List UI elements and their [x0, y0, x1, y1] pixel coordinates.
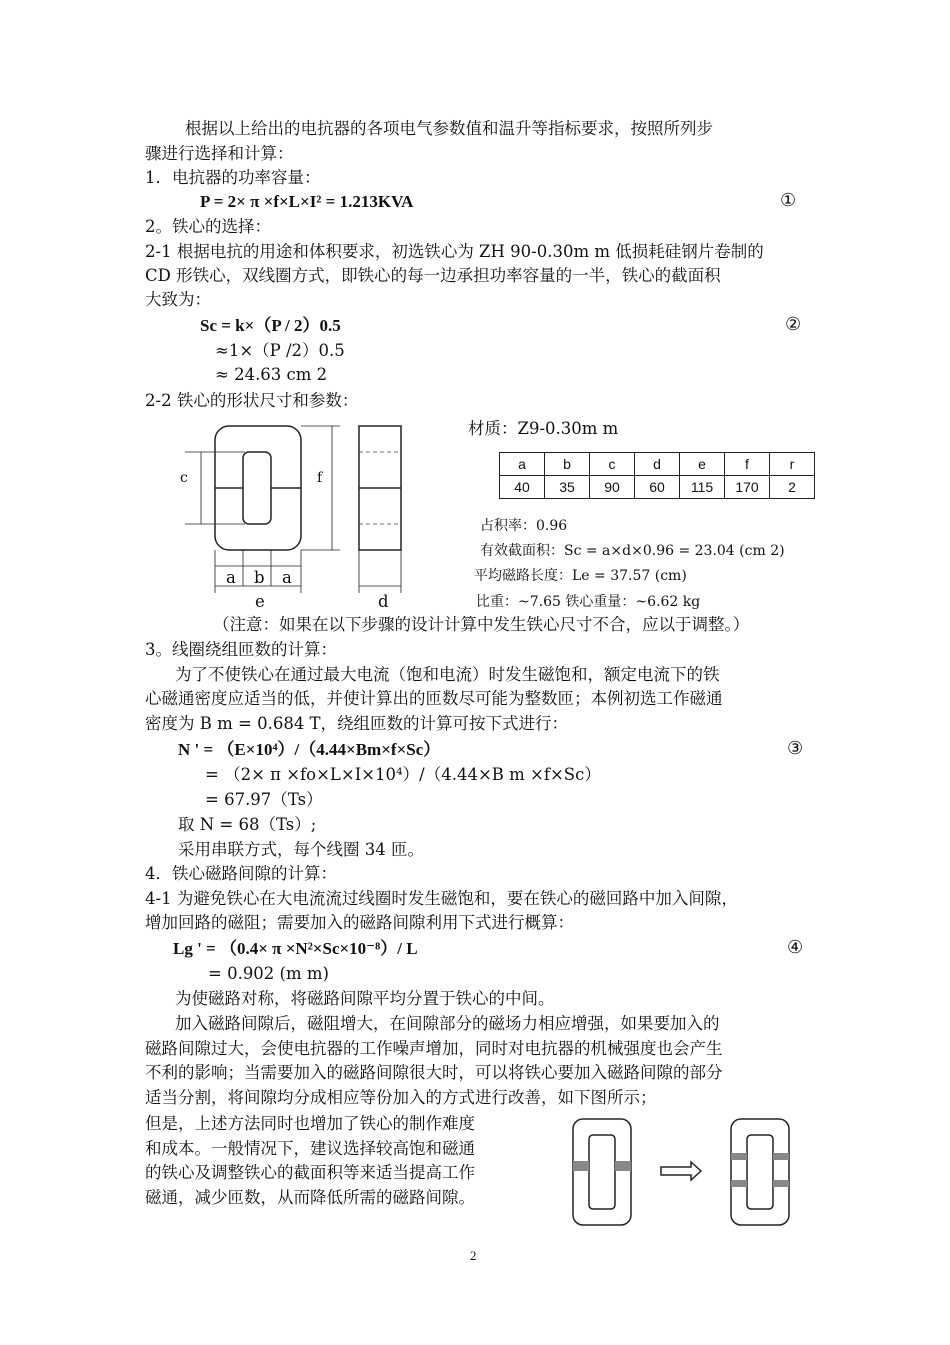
core-parameter-table	[499, 452, 815, 499]
effective-area: 有效截面积：Sc = a×d×0.96 = 23.04 (cm 2)	[480, 543, 785, 559]
turns-step-2: = 67.97（Ts）	[205, 790, 323, 809]
table-cell: 60	[635, 476, 680, 499]
table-cell: 40	[500, 476, 545, 499]
section-3-para-2: 心磁通密度应适当的低，并使计算出的匝数尽可能为整数匝；本例初选工作磁通	[145, 689, 723, 708]
intro-line-1: 根据以上给出的电抗器的各项电气参数值和温升等指标要求，按照所列步	[185, 119, 713, 138]
section-4-para-4-line-2: 磁路间隙过大，会使电抗器的工作噪声增加，同时对电抗器的机械强度也会产生	[145, 1039, 723, 1058]
section-4-para-5-line-4: 磁通，减少匝数，从而降低所需的磁路间隙。	[145, 1188, 475, 1207]
section-4-title: 4．铁心磁路间隙的计算：	[145, 864, 337, 883]
gap-result: = 0.902 (m m)	[208, 964, 329, 983]
dim-label-e: e	[255, 592, 265, 611]
section-4-para-5-line-1: 但是，上述方法同时也增加了铁心的制作难度	[145, 1114, 475, 1133]
adjust-note: （注意：如果在以下步骤的设计计算中发生铁心尺寸不合，应以于调整。）	[213, 615, 750, 634]
dim-label-b: b	[254, 568, 265, 587]
table-cell: 170	[725, 476, 770, 499]
section-4-para-2: 增加回路的磁阻；需要加入的磁路间隙利用下式进行概算：	[145, 913, 574, 932]
turns-step-1: = （2× π ×fo×L×I×10⁴）/（4.44×B m ×f×Sc）	[205, 765, 601, 784]
section-4-para-3: 为使磁路对称，将磁路间隙平均分置于铁心的中间。	[175, 989, 555, 1008]
material-label: 材质：Z9-0.30m m	[468, 419, 619, 438]
section-3-para-1: 为了不使铁心在通过最大电流（饱和电流）时发生磁饱和，额定电流下的铁	[175, 665, 720, 684]
table-cell: b	[545, 453, 590, 476]
power-formula: P = 2× π ×f×L×I² = 1.213KVA	[200, 192, 414, 211]
intro-line-2: 骤进行选择和计算：	[145, 144, 294, 163]
gap-formula: Lg ' = （0.4× π ×N²×Sc×10⁻⁸）/ L	[173, 939, 418, 958]
section-4-para-4-line-3: 不利的影响；当需要加入的磁路间隙很大时，可以将铁心要加入磁路间隙的部分	[145, 1063, 723, 1082]
formula-marker-1: ①	[780, 190, 797, 211]
section-4-para-4-line-4: 适当分割，将间隙均分成相应等份加入的方式进行改善，如下图所示；	[145, 1088, 657, 1107]
table-cell: 35	[545, 476, 590, 499]
section-4-para-4-line-1: 加入磁路间隙后，磁阻增大，在间隙部分的磁场力相应增强，如果要加入的	[175, 1014, 720, 1033]
section-4-para-1: 4-1 为避免铁心在大电流流过线圈时发生磁饱和，要在铁心的磁回路中加入间隙，	[145, 889, 738, 908]
page-number: 2	[470, 1248, 477, 1263]
section-1-title: 1．电抗器的功率容量：	[145, 168, 321, 187]
dim-label-d: d	[378, 592, 389, 611]
approx-step-1: ≈1×（P /2）0.5	[215, 341, 345, 360]
dim-label-a-right: a	[282, 568, 292, 587]
dim-label-a-left: a	[226, 568, 236, 587]
fill-factor: 占积率：0.96	[480, 518, 568, 534]
approx-step-2: ≈ 24.63 cm 2	[215, 365, 328, 384]
table-cell: c	[590, 453, 635, 476]
series-note: 采用串联方式，每个线圈 34 匝。	[178, 840, 424, 859]
table-cell: 115	[680, 476, 725, 499]
formula-marker-2: ②	[785, 314, 802, 335]
table-cell: 2	[770, 476, 815, 499]
dim-label-c: c	[180, 470, 188, 486]
core-dimension-diagram	[175, 418, 415, 613]
table-cell: 90	[590, 476, 635, 499]
table-cell: d	[635, 453, 680, 476]
dim-label-f: f	[317, 470, 323, 486]
section-3-title: 3。线圈绕组匝数的计算：	[145, 640, 337, 659]
core-weight: 比重：~7.65 铁心重量：~6.62 kg	[476, 594, 701, 610]
turns-formula: N ' = （E×10⁴）/（4.44×Bm×f×Sc）	[178, 740, 441, 759]
formula-marker-4: ④	[787, 937, 804, 958]
section-2-para-2: CD 形铁心，双线圈方式，即铁心的每一边承担功率容量的一半，铁心的截面积	[145, 266, 721, 285]
table-value-row	[500, 476, 815, 499]
gap-split-diagram	[565, 1115, 805, 1230]
section-2-title: 2。铁心的选择：	[145, 217, 271, 236]
section-2-para-1: 2-1 根据电抗的用途和体积要求，初选铁心为 ZH 90-0.30m m 低损耗硅钢片卷制的	[145, 242, 764, 261]
core-area-formula: Sc = k×（P / 2）0.5	[200, 316, 341, 335]
section-4-para-5-line-3: 的铁心及调整铁心的截面积等来适当提高工作	[145, 1163, 475, 1182]
section-4-para-5-line-2: 和成本。一般情况下，建议选择较高饱和磁通	[145, 1139, 475, 1158]
formula-marker-3: ③	[787, 738, 804, 759]
table-cell: r	[770, 453, 815, 476]
table-header-row	[500, 453, 815, 476]
section-2-para-3: 大致为：	[145, 290, 211, 309]
table-cell: a	[500, 453, 545, 476]
section-2-2-title: 2-2 铁心的形状尺寸和参数：	[145, 391, 359, 410]
table-cell: e	[680, 453, 725, 476]
turns-chosen: 取 N = 68（Ts）;	[178, 815, 317, 834]
section-3-para-3: 密度为 B m = 0.684 T，绕组匝数的计算可按下式进行：	[145, 714, 569, 733]
mean-path-length: 平均磁路长度：Le = 37.57 (cm)	[474, 568, 687, 584]
table-cell: f	[725, 453, 770, 476]
